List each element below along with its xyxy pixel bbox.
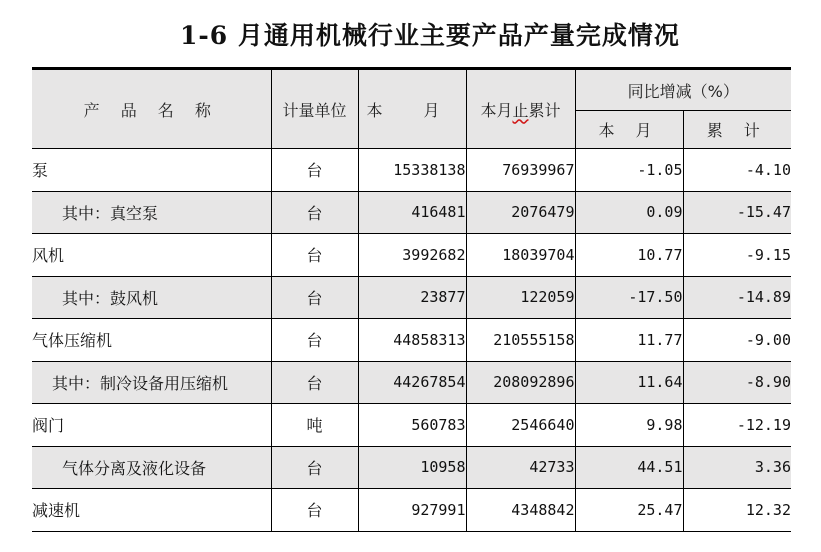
month-value: 3992682 [358, 234, 466, 277]
yoy-cumulative-value: -15.47 [683, 191, 791, 234]
table-row [32, 361, 791, 404]
header-yoy-group: 同比增减（%） [575, 69, 791, 111]
page-title: 1-6 月通用机械行业主要产品产量完成情况 [180, 21, 680, 50]
header-yoy-cumulative: 累 计 [683, 111, 791, 149]
table-header [32, 69, 791, 149]
month-value: 416481 [358, 191, 466, 234]
cumulative-value: 4348842 [466, 489, 575, 532]
table-row [32, 404, 791, 447]
yoy-cumulative-value: -8.90 [683, 361, 791, 404]
cumulative-value: 122059 [466, 276, 575, 319]
table-row [32, 149, 791, 192]
unit-cell: 台 [271, 489, 358, 532]
cumulative-value: 2076479 [466, 191, 575, 234]
yoy-cumulative-value: 12.32 [683, 489, 791, 532]
unit-cell: 台 [271, 149, 358, 192]
month-value: 23877 [358, 276, 466, 319]
yoy-cumulative-value: 3.36 [683, 446, 791, 489]
header-month: 本 月 [358, 69, 466, 149]
month-value: 15338138 [358, 149, 466, 192]
cumulative-value: 76939967 [466, 149, 575, 192]
yoy-month-value: 11.64 [575, 361, 683, 404]
yoy-cumulative-value: -9.00 [683, 319, 791, 362]
product-name: 其中：制冷设备用压缩机 [32, 361, 271, 404]
cumulative-value: 2546640 [466, 404, 575, 447]
yoy-month-value: 9.98 [575, 404, 683, 447]
product-name: 泵 [32, 149, 271, 192]
unit-cell: 台 [271, 361, 358, 404]
yoy-month-value: 25.47 [575, 489, 683, 532]
yoy-month-value: -1.05 [575, 149, 683, 192]
yoy-cumulative-value: -4.10 [683, 149, 791, 192]
unit-cell: 吨 [271, 404, 358, 447]
yoy-cumulative-value: -14.89 [683, 276, 791, 319]
unit-cell: 台 [271, 276, 358, 319]
yoy-month-value: 11.77 [575, 319, 683, 362]
header-yoy-month: 本 月 [575, 111, 683, 149]
cumulative-value: 210555158 [466, 319, 575, 362]
table-row [32, 191, 791, 234]
yoy-month-value: 0.09 [575, 191, 683, 234]
unit-cell: 台 [271, 191, 358, 234]
product-name: 其中：鼓风机 [32, 276, 271, 319]
product-name: 风机 [32, 234, 271, 277]
table-row [32, 446, 791, 489]
month-value: 44858313 [358, 319, 466, 362]
cumulative-value: 208092896 [466, 361, 575, 404]
production-table [32, 67, 791, 532]
product-name: 其中：真空泵 [32, 191, 271, 234]
cumulative-value: 42733 [466, 446, 575, 489]
table-row [32, 234, 791, 277]
yoy-cumulative-value: -9.15 [683, 234, 791, 277]
month-value: 44267854 [358, 361, 466, 404]
yoy-month-value: 44.51 [575, 446, 683, 489]
table-row [32, 276, 791, 319]
unit-cell: 台 [271, 234, 358, 277]
yoy-month-value: -17.50 [575, 276, 683, 319]
cumulative-value: 18039704 [466, 234, 575, 277]
header-product-name: 产 品 名 称 [32, 69, 271, 149]
product-name: 气体压缩机 [32, 319, 271, 362]
month-value: 927991 [358, 489, 466, 532]
month-value: 10958 [358, 446, 466, 489]
month-value: 560783 [358, 404, 466, 447]
unit-cell: 台 [271, 319, 358, 362]
table-row [32, 489, 791, 532]
yoy-cumulative-value: -12.19 [683, 404, 791, 447]
product-name: 阀门 [32, 404, 271, 447]
header-unit: 计量单位 [271, 69, 358, 149]
product-name: 气体分离及液化设备 [32, 446, 271, 489]
table-row [32, 319, 791, 362]
yoy-month-value: 10.77 [575, 234, 683, 277]
header-cumulative: 本月止累计 [466, 69, 575, 149]
product-name: 减速机 [32, 489, 271, 532]
unit-cell: 台 [271, 446, 358, 489]
